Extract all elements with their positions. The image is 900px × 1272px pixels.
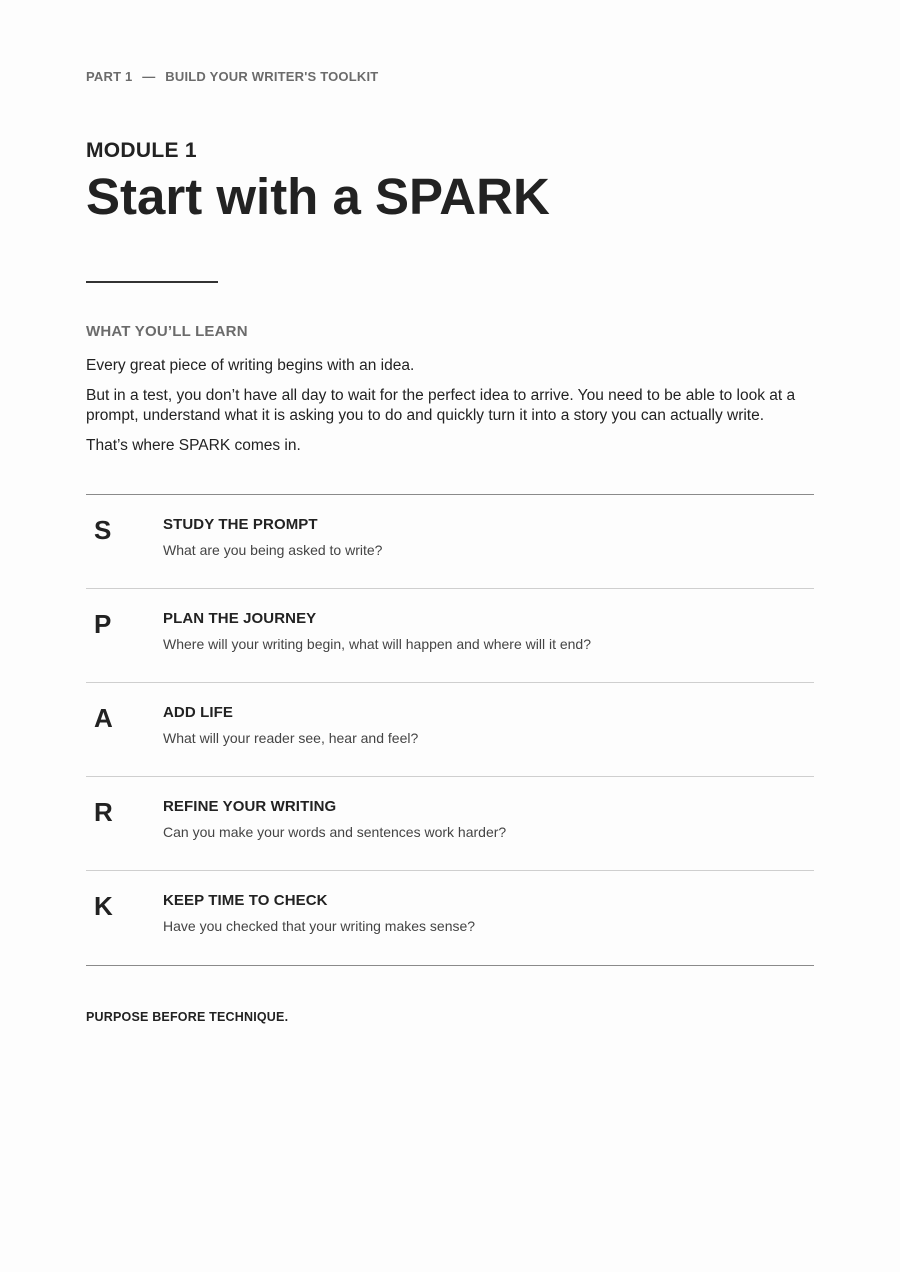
intro-text	[86, 356, 814, 466]
spark-title: ADD LIFE	[163, 704, 233, 721]
intro-paragraph: Every great piece of writing begins with an idea.	[86, 357, 415, 374]
spark-title: PLAN THE JOURNEY	[163, 610, 317, 627]
title-divider	[86, 281, 218, 283]
spark-letter: S	[94, 515, 112, 545]
spark-letter: K	[94, 891, 113, 921]
spark-description: What will your reader see, hear and feel?	[163, 730, 419, 746]
spark-letter: R	[94, 797, 113, 827]
spark-title: REFINE YOUR WRITING	[163, 798, 337, 815]
spark-letter: P	[94, 609, 112, 639]
spark-description: What are you being asked to write?	[163, 542, 383, 558]
part-header	[86, 69, 378, 84]
part-label: PART 1	[86, 69, 133, 84]
spark-list	[86, 494, 814, 966]
section-heading: WHAT YOU’LL LEARN	[86, 323, 248, 340]
spark-description: Where will your writing begin, what will happen and where will it end?	[163, 636, 591, 652]
spark-item-s	[86, 495, 814, 589]
spark-letter: A	[94, 703, 113, 733]
spark-description: Have you checked that your writing makes sense?	[163, 918, 476, 934]
module-label: MODULE 1	[86, 139, 197, 162]
spark-item-k	[86, 871, 814, 965]
intro-paragraph: But in a test, you don’t have all day to wait for the perfect idea to arrive. You need to be able to look at a prompt, understand what it is asking you to do and quickly turn it into a story you can actually write.	[86, 387, 796, 424]
intro-paragraph: That’s where SPARK comes in.	[86, 437, 301, 454]
spark-title: STUDY THE PROMPT	[163, 516, 318, 533]
spark-item-p	[86, 589, 814, 683]
spark-description: Can you make your words and sentences work harder?	[163, 824, 507, 840]
spark-item-a	[86, 683, 814, 777]
spark-item-r	[86, 777, 814, 871]
footer-note: PURPOSE BEFORE TECHNIQUE.	[86, 1010, 289, 1024]
part-title: BUILD YOUR WRITER'S TOOLKIT	[165, 69, 379, 84]
spark-title: KEEP TIME TO CHECK	[163, 892, 328, 909]
part-separator: —	[142, 69, 156, 84]
module-title: Start with a SPARK	[86, 168, 550, 225]
